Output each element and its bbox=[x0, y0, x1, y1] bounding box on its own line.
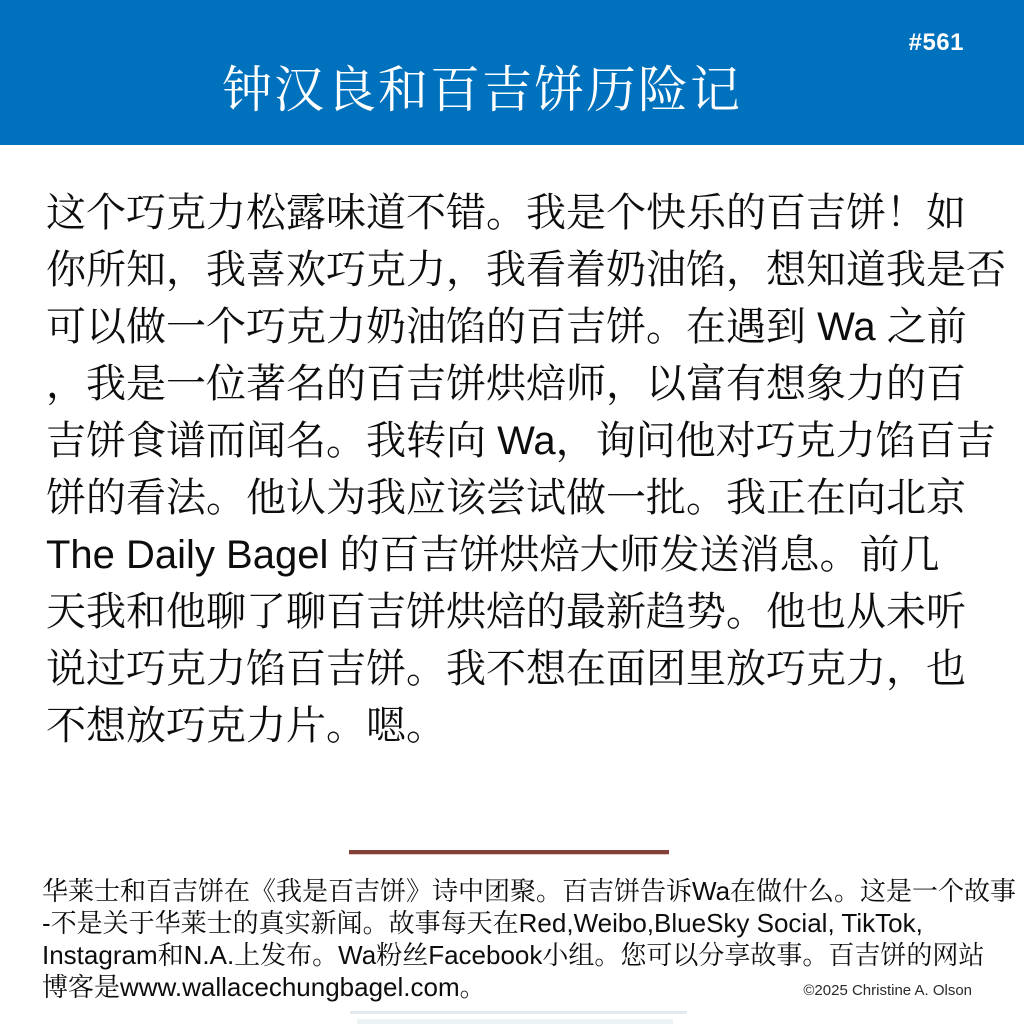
story-line: 你所知，我喜欢巧克力，我看着奶油馅，想知道我是否 bbox=[46, 248, 1006, 292]
story-line: ，我是一位著名的百吉饼烘焙师，以富有想象力的百 bbox=[46, 362, 966, 406]
page-title: 钟汉良和百吉饼历险记 bbox=[222, 62, 742, 118]
header-banner bbox=[0, 0, 1024, 145]
footer-line: -不是关于华莱士的真实新闻。故事每天在Red,Weibo,BlueSky Social, TikTok, bbox=[42, 908, 923, 938]
issue-number: #561 bbox=[908, 29, 964, 56]
bottom-accent-bar bbox=[350, 1011, 687, 1014]
section-divider bbox=[349, 850, 669, 855]
story-line: 不想放巧克力片。嗯。 bbox=[46, 704, 446, 748]
footer-line: 华莱士和百吉饼在《我是百吉饼》诗中团聚。百吉饼告诉Wa在做什么。这是一个故事 bbox=[42, 876, 1017, 906]
story-line: The Daily Bagel 的百吉饼烘焙大师发送消息。前几 bbox=[46, 533, 940, 577]
story-line: 吉饼食谱而闻名。我转向 Wa，询问他对巧克力馅百吉 bbox=[46, 419, 996, 463]
story-line: 天我和他聊了聊百吉饼烘焙的最新趋势。他也从未听 bbox=[46, 590, 966, 634]
footer-line: Instagram和N.A.上发布。Wa粉丝Facebook小组。您可以分享故事。百吉饼的网站 bbox=[42, 940, 985, 970]
story-text bbox=[46, 185, 1006, 755]
story-line: 说过巧克力馅百吉饼。我不想在面团里放巧克力，也 bbox=[46, 647, 966, 691]
story-line: 这个巧克力松露味道不错。我是个快乐的百吉饼！如 bbox=[46, 191, 966, 235]
copyright-notice: ©2025 Christine A. Olson bbox=[803, 982, 972, 999]
bottom-accent-bar bbox=[357, 1019, 673, 1024]
footer-line: 博客是www.wallacechungbagel.com。 bbox=[42, 972, 486, 1002]
story-line: 饼的看法。他认为我应该尝试做一批。我正在向北京 bbox=[46, 476, 966, 520]
story-line: 可以做一个巧克力奶油馅的百吉饼。在遇到 Wa 之前 bbox=[46, 305, 967, 349]
